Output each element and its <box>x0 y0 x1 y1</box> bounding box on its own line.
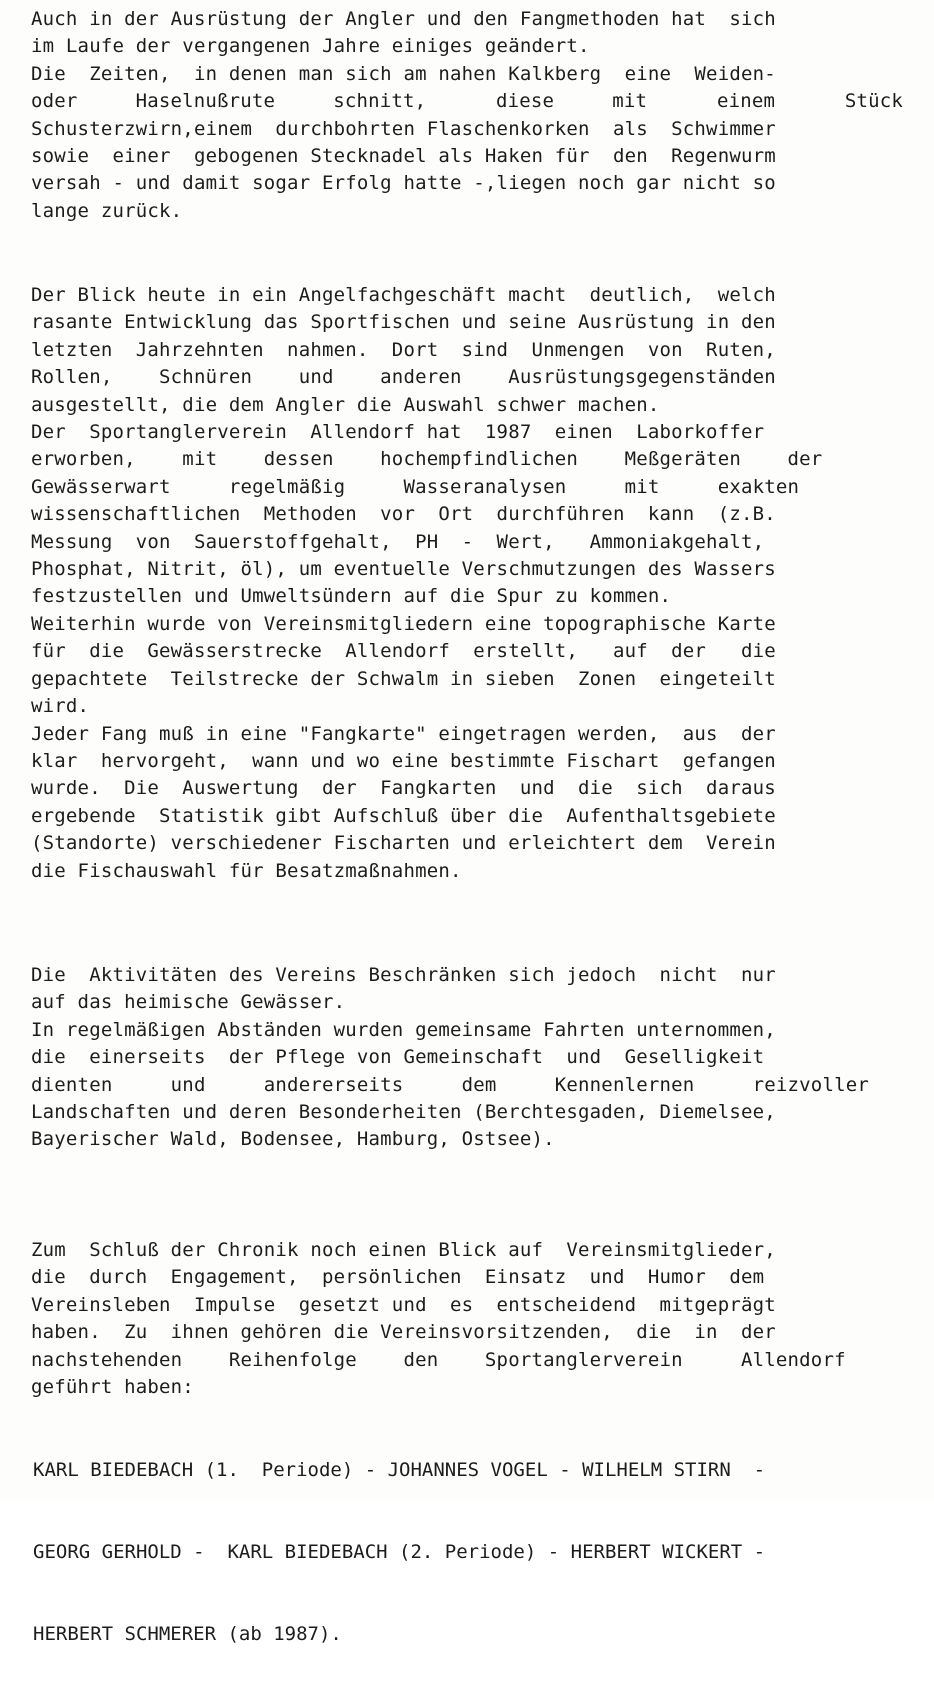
chairmen-line: HERBERT SCHMERER (ab 1987). <box>33 1623 342 1646</box>
text-line: haben. Zu ihnen gehören die Vereinsvorsitzenden, die in der <box>31 1321 776 1344</box>
text-line: geführt haben: <box>31 1376 194 1399</box>
text-line: letzten Jahrzehnten nahmen. Dort sind Unmengen von Ruten, <box>31 338 776 361</box>
text-line: Messung von Sauerstoffgehalt, PH - Wert, Ammoniakgehalt, <box>31 530 765 553</box>
paragraph-chronicle-conclusion <box>31 1237 903 1401</box>
text-line: (Standorte) verschiedener Fischarten und erleichtert dem Verein <box>31 832 776 855</box>
text-line: festzustellen und Umweltsündern auf die Spur zu kommen. <box>31 585 672 608</box>
text-line: lange zurück. <box>31 199 183 222</box>
paragraph-club-trips <box>31 962 903 1154</box>
text-line: dienten und andererseits dem Kennenlernen reizvoller <box>31 1073 870 1096</box>
text-line: Rollen, Schnüren und anderen Ausrüstungsgegenständen <box>31 366 776 389</box>
text-line: Gewässerwart regelmäßig Wasseranalysen mit exakten <box>31 475 800 498</box>
text-line: wissenschaftlichen Methoden vor Ort durchführen kann (z.B. <box>31 503 776 526</box>
text-line: Die Aktivitäten des Vereins Beschränken sich jedoch nicht nur <box>31 964 776 986</box>
text-line: Jeder Fang muß in eine "Fangkarte" eingetragen werden, aus der <box>31 722 776 745</box>
text-line: Bayerischer Wald, Bodensee, Hamburg, Ostsee). <box>31 1128 555 1151</box>
text-line: Zum Schluß der Chronik noch einen Blick auf Vereinsmitglieder, <box>31 1239 776 1261</box>
text-line: ausgestellt, die dem Angler die Auswahl schwer machen. <box>31 393 660 416</box>
text-line: die durch Engagement, persönlichen Einsatz und Humor dem <box>31 1266 765 1289</box>
text-line: In regelmäßigen Abständen wurden gemeinsame Fahrten unternommen, <box>31 1018 776 1041</box>
text-line: Schusterzwirn,einem durchbohrten Flaschenkorken als Schwimmer <box>31 117 776 140</box>
text-line: Landschaften und deren Besonderheiten (Berchtesgaden, Diemelsee, <box>31 1101 776 1124</box>
text-line: für die Gewässerstrecke Allendorf erstellt, auf der die <box>31 640 776 663</box>
text-line: die Fischauswahl für Besatzmaßnahmen. <box>31 859 462 882</box>
text-line: wurde. Die Auswertung der Fangkarten und die sich daraus <box>31 777 776 800</box>
text-line: nachstehenden Reihenfolge den Sportanglerverein Allendorf <box>31 1348 846 1371</box>
text-line: versah - und damit sogar Erfolg hatte -,liegen noch gar nicht so <box>31 172 776 195</box>
text-line: gepachtete Teilstrecke der Schwalm in sieben Zonen eingeteilt <box>31 667 776 690</box>
text-line: Der Blick heute in ein Angelfachgeschäft macht deutlich, welch <box>31 284 776 306</box>
chairmen-line: GEORG GERHOLD - KARL BIEDEBACH (2. Periode) - HERBERT WICKERT - <box>33 1541 766 1564</box>
text-line: Der Sportanglerverein Allendorf hat 1987 einen Laborkoffer <box>31 421 765 444</box>
text-line: oder Haselnußrute schnitt, diese mit einem Stück <box>31 90 903 113</box>
text-line: Auch in der Ausrüstung der Angler und den Fangmethoden hat sich <box>31 8 776 30</box>
text-line: Phosphat, Nitrit, öl), um eventuelle Verschmutzungen des Wassers <box>31 558 776 581</box>
text-line: ergebende Statistik gibt Aufschluß über die Aufenthaltsgebiete <box>31 804 776 827</box>
chairmen-line: KARL BIEDEBACH (1. Periode) - JOHANNES VOGEL - WILHELM STIRN - <box>33 1458 766 1481</box>
text-line: erworben, mit dessen hochempfindlichen Meßgeräten der <box>31 448 823 471</box>
paragraph-equipment-history <box>31 6 903 225</box>
text-line: Vereinsleben Impulse gesetzt und es entscheidend mitgeprägt <box>31 1293 776 1316</box>
text-line: rasante Entwicklung das Sportfischen und seine Ausrüstung in den <box>31 311 776 334</box>
text-line: die einerseits der Pflege von Gemeinschaft und Geselligkeit <box>31 1046 765 1069</box>
text-line: auf das heimische Gewässer. <box>31 991 346 1014</box>
paragraph-modern-equipment <box>31 282 903 885</box>
text-line: klar hervorgeht, wann und wo eine bestimmte Fischart gefangen <box>31 749 776 772</box>
text-line: Die Zeiten, in denen man sich am nahen Kalkberg eine Weiden- <box>31 62 776 85</box>
text-line: im Laufe der vergangenen Jahre einiges geändert. <box>31 35 590 58</box>
text-line: wird. <box>31 695 90 718</box>
chairmen-list <box>33 1402 908 1703</box>
text-line: sowie einer gebogenen Stecknadel als Haken für den Regenwurm <box>31 145 776 168</box>
text-line: Weiterhin wurde von Vereinsmitgliedern eine topographische Karte <box>31 612 776 635</box>
